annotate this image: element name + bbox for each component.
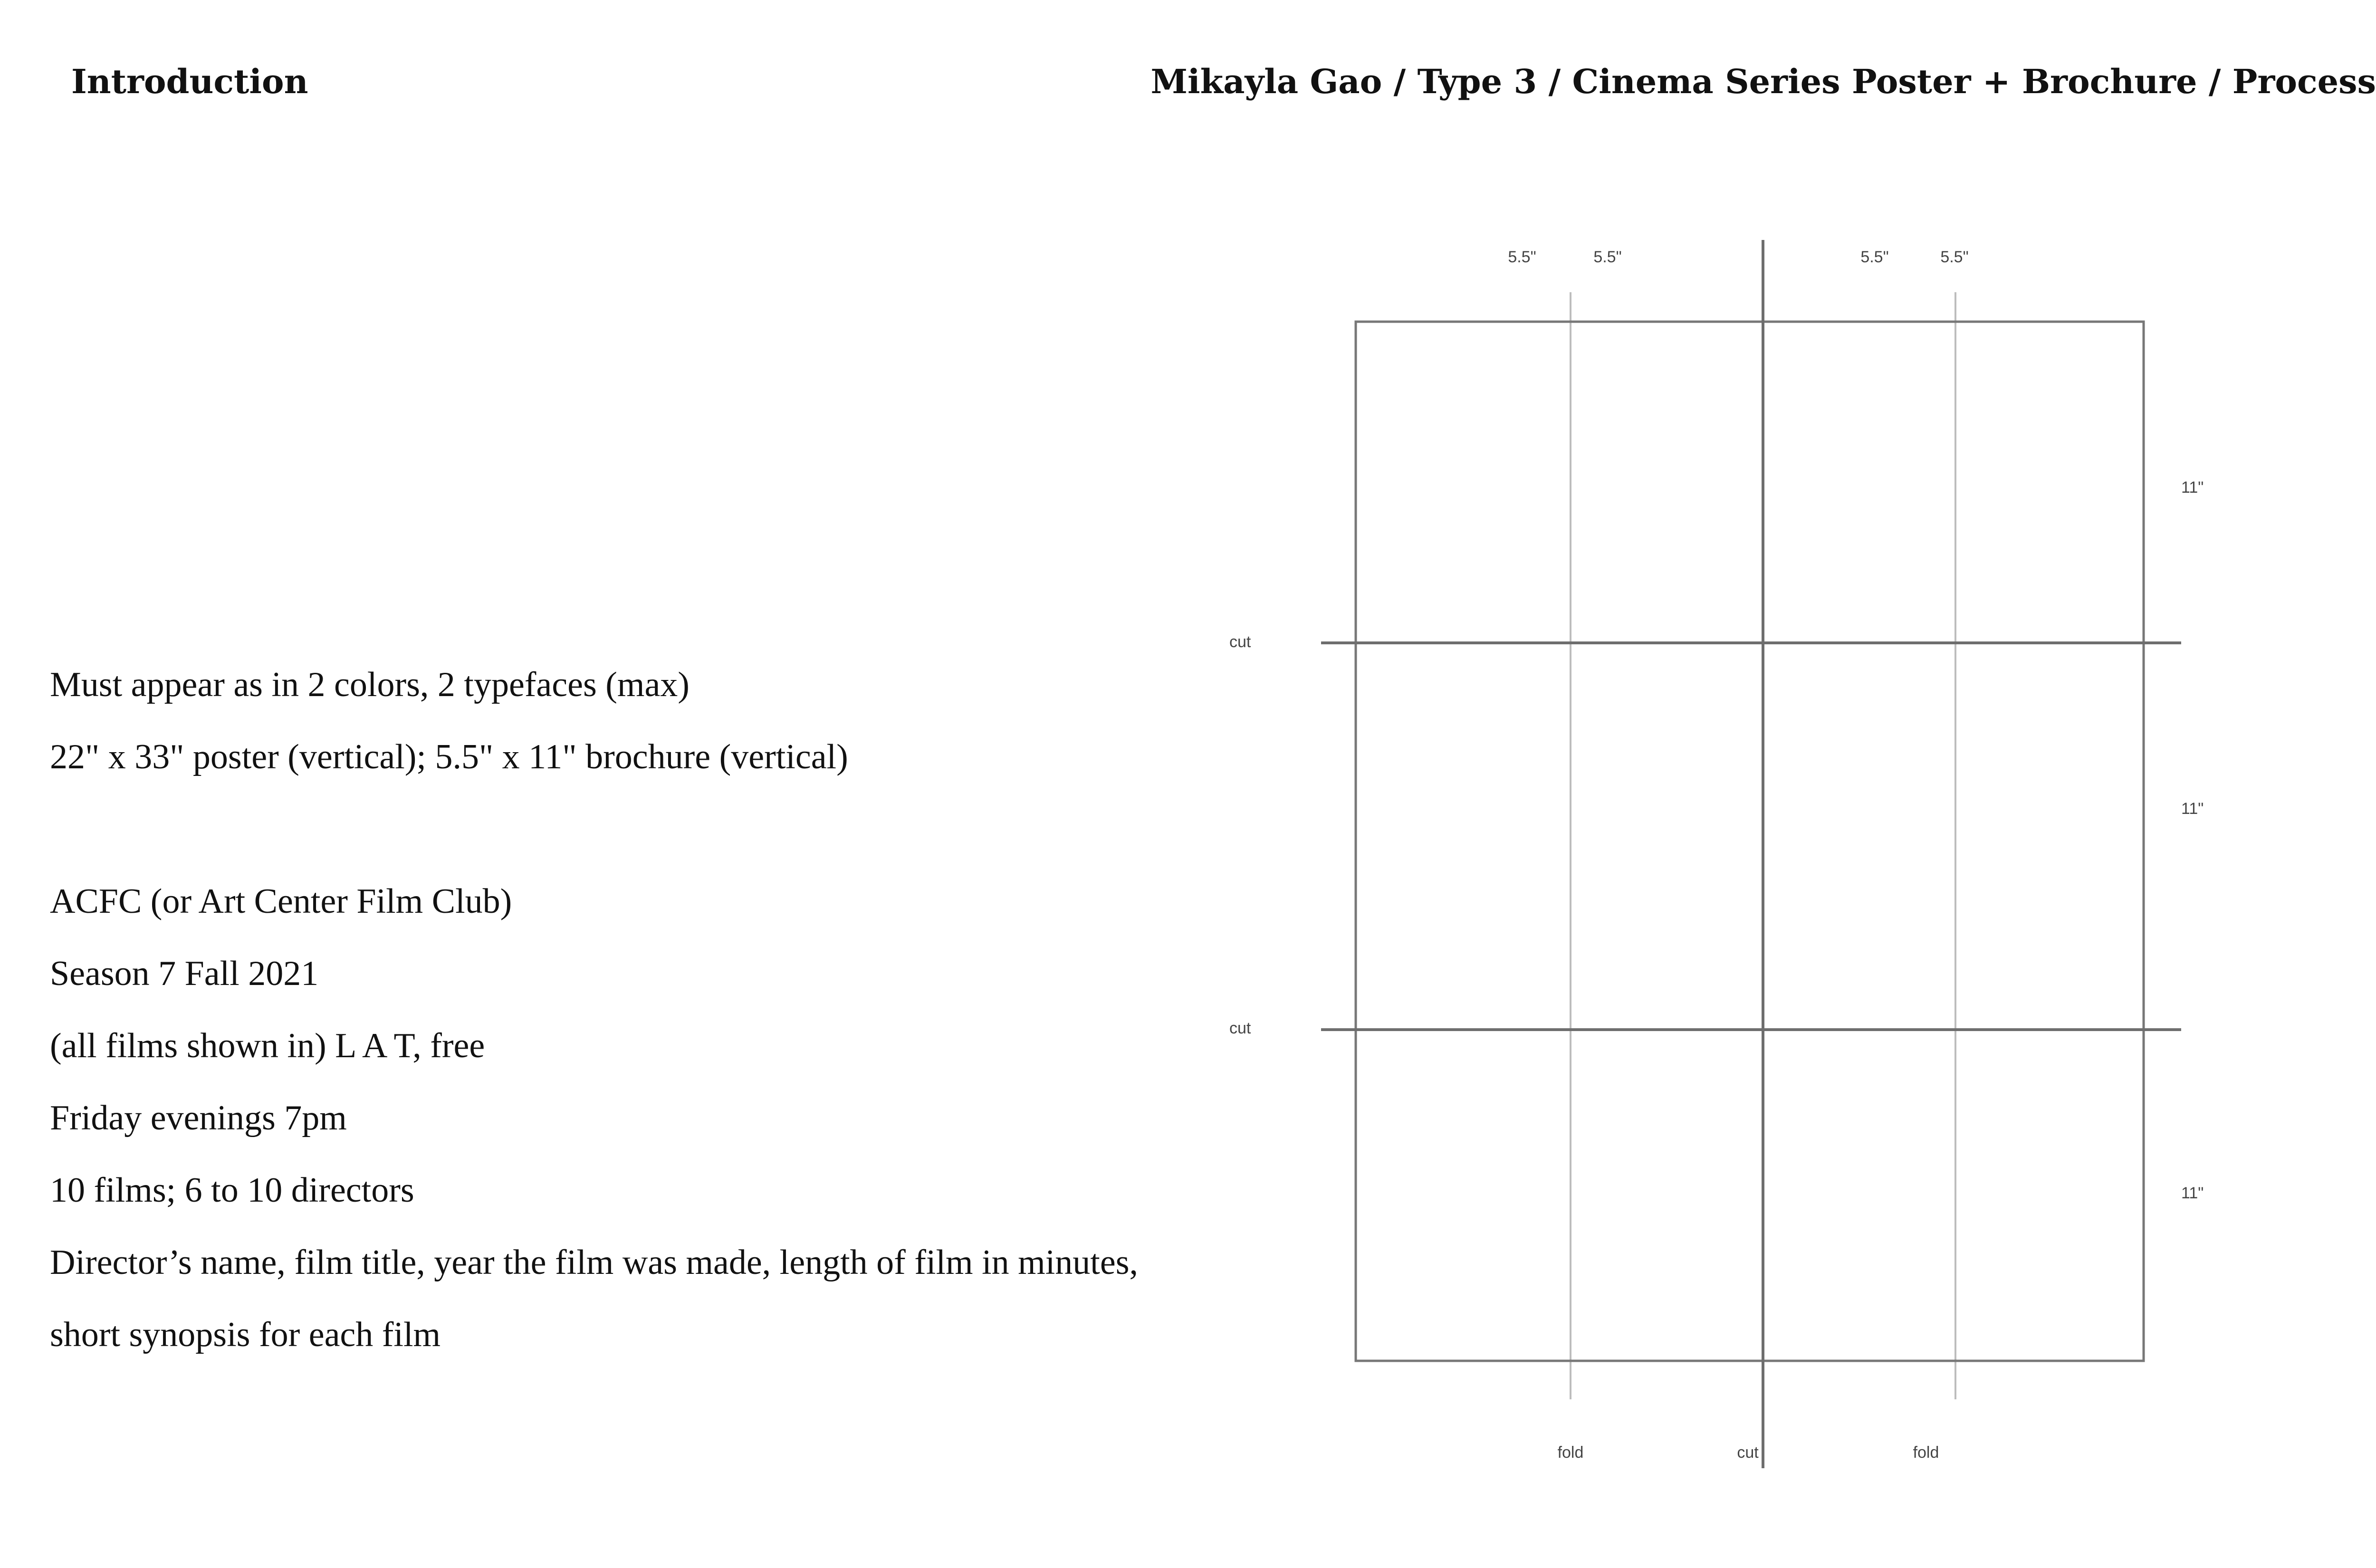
width-label-4: 5.5" (1940, 248, 1969, 266)
section-title: Introduction (71, 62, 308, 101)
cut-label-1: cut (1229, 633, 1251, 651)
requirement-formats: 22" x 33" poster (vertical); 5.5" x 11" brochure (vertical) (50, 737, 848, 776)
cut-label-bottom: cut (1737, 1444, 1759, 1462)
project-title: Mikayla Gao / Type 3 / Cinema Series Poster + Brochure / Process (1150, 62, 2376, 101)
cut-label-2: cut (1229, 1019, 1251, 1037)
fold-label-left: fold (1557, 1444, 1584, 1462)
fold-label-right: fold (1913, 1444, 1939, 1462)
requirement-colors-typefaces: Must appear as in 2 colors, 2 typefaces (max) (50, 665, 690, 704)
requirement-club-name: ACFC (or Art Center Film Club) (50, 882, 512, 921)
width-label-1: 5.5" (1508, 248, 1536, 266)
width-label-3: 5.5" (1860, 248, 1889, 266)
height-label-1: 11" (2181, 478, 2204, 497)
requirement-synopsis: short synopsis for each film (50, 1315, 441, 1354)
requirement-season: Season 7 Fall 2021 (50, 954, 319, 993)
width-label-2: 5.5" (1593, 248, 1622, 266)
requirement-film-info: Director’s name, film title, year the film was made, length of film in minutes, (50, 1243, 1138, 1282)
requirement-venue: (all films shown in) L A T, free (50, 1026, 485, 1065)
requirement-films-directors: 10 films; 6 to 10 directors (50, 1171, 414, 1210)
poster-outline (1356, 322, 2144, 1361)
height-label-3: 11" (2181, 1184, 2204, 1202)
requirement-schedule: Friday evenings 7pm (50, 1099, 347, 1138)
height-label-2: 11" (2181, 800, 2204, 818)
